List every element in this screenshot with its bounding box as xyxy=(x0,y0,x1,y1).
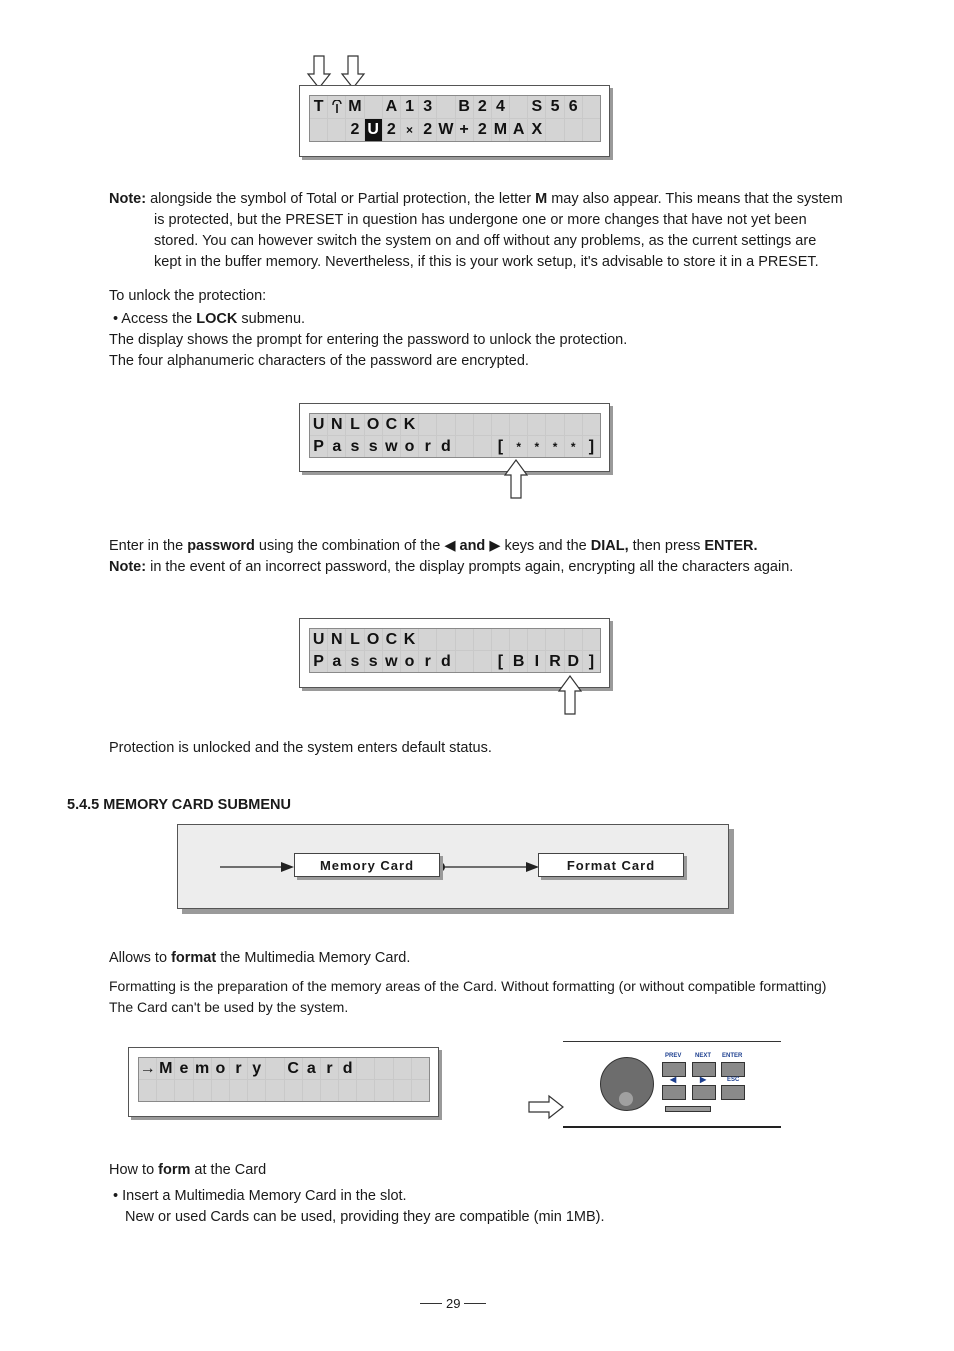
note-text: in the event of an incorrect password, the display prompts again, encrypting all the characters again. xyxy=(146,559,794,575)
section-title: 5.4.5 MEMORY CARD SUBMENU xyxy=(67,797,291,813)
lcd-cell: S xyxy=(528,96,545,118)
lcd-cell xyxy=(510,414,527,435)
lcd-cell: d xyxy=(437,651,454,672)
note-label: Note: xyxy=(109,191,147,207)
lcd-cell: d xyxy=(437,436,454,457)
lcd-cell xyxy=(412,1080,429,1101)
lcd-cell: 6 xyxy=(565,96,582,118)
enter-text: then press xyxy=(628,538,705,554)
enter-bold: DIAL, xyxy=(590,538,629,554)
lcd-cell xyxy=(394,1058,411,1079)
lcd-cell: r xyxy=(321,1058,338,1079)
dial-knob-indicator xyxy=(619,1092,633,1106)
lcd-cell: a xyxy=(328,436,345,457)
howto-text: at the Card xyxy=(190,1162,267,1178)
enter-key-label: ENTER xyxy=(722,1053,743,1059)
note-text: alongside the symbol of Total or Partial protection, the letter xyxy=(146,191,536,207)
lcd-cell: [ xyxy=(492,436,509,457)
right-triangle-icon: ▶ xyxy=(489,538,501,554)
card-slot[interactable] xyxy=(665,1106,711,1112)
bullet-bold: LOCK xyxy=(196,311,238,327)
lcd-cell xyxy=(565,119,582,141)
lcd-cell: [ xyxy=(492,651,509,672)
lcd-cell: r xyxy=(419,651,436,672)
lcd-grid xyxy=(309,628,601,673)
note-label: Note: xyxy=(109,559,147,575)
lcd-cell: o xyxy=(401,436,418,457)
lcd-cell xyxy=(357,1058,374,1079)
lcd-cell xyxy=(285,1080,302,1101)
lcd-cell: A xyxy=(510,119,527,141)
howto-text: How to xyxy=(109,1162,159,1178)
lcd-cell: N xyxy=(328,629,345,650)
lcd-cell xyxy=(546,629,563,650)
lcd-cell: → xyxy=(139,1058,156,1079)
lcd-cell: 1 xyxy=(401,96,418,118)
lcd-cell: X xyxy=(528,119,545,141)
note-line: kept in the buffer memory. Nevertheless, if this is your work setup, it's advisable to store it in a PRESET. xyxy=(154,254,819,270)
lcd-cell: m xyxy=(194,1058,211,1079)
lcd-cell: y xyxy=(248,1058,265,1079)
lcd-cell xyxy=(437,96,454,118)
lcd-cell xyxy=(157,1080,174,1101)
lcd-cell xyxy=(412,1058,429,1079)
menu-flow-diagram xyxy=(177,824,729,909)
note-text: may also appear. This means that the system xyxy=(547,191,843,207)
unlock-line: The display shows the prompt for entering the password to unlock the protection. xyxy=(109,332,628,348)
lcd-display-memory-card xyxy=(128,1047,439,1117)
lcd-cell: I xyxy=(528,651,545,672)
lcd-cell: s xyxy=(365,651,382,672)
lcd-cell: w xyxy=(383,651,400,672)
lcd-cell: M xyxy=(346,96,363,118)
esc-key[interactable] xyxy=(721,1085,745,1100)
note-paragraph xyxy=(109,189,899,273)
howto-line: New or used Cards can be used, providing they are compatible (min 1MB). xyxy=(125,1209,605,1225)
right-arrow-icon xyxy=(529,1096,565,1120)
lcd-cell: s xyxy=(346,436,363,457)
lcd-cell: M xyxy=(157,1058,174,1079)
note-line: stored. You can however switch the system on and off without any problems, as the current settings are xyxy=(154,233,817,249)
lcd-cell: s xyxy=(365,436,382,457)
note-m: M xyxy=(535,191,548,207)
lcd-cell xyxy=(583,96,600,118)
lcd-cell xyxy=(375,1058,392,1079)
lcd-cell xyxy=(437,414,454,435)
lcd-cell xyxy=(375,1080,392,1101)
page-number: 29 xyxy=(446,1296,461,1311)
note-line: is protected, but the PRESET in question has undergone one or more changes that have not yet been xyxy=(154,212,807,228)
lcd-cell: P xyxy=(310,436,327,457)
unlock-intro: To unlock the protection: xyxy=(109,288,267,304)
bullet-text: • Access the xyxy=(113,311,197,327)
lcd-cell xyxy=(583,119,600,141)
lcd-cell: + xyxy=(456,119,473,141)
lcd-cell: * xyxy=(528,436,545,457)
bullet-text: submenu. xyxy=(237,311,306,327)
lcd-cell: 2 xyxy=(474,119,491,141)
lcd-cell xyxy=(546,119,563,141)
allows-part: the Multimedia Memory Card. xyxy=(216,950,411,966)
enter-bold: ENTER. xyxy=(704,538,758,554)
lcd-cell xyxy=(357,1080,374,1101)
lcd-cell: O xyxy=(365,629,382,650)
unlock-line: The four alphanumeric characters of the password are encrypted. xyxy=(109,353,529,369)
enter-password-paragraph xyxy=(109,536,899,578)
lock-icon xyxy=(331,100,343,114)
enter-bold: and xyxy=(459,538,486,554)
lcd-cell: r xyxy=(230,1058,247,1079)
page-footer xyxy=(420,1296,486,1311)
lcd-cell xyxy=(474,436,491,457)
lcd-grid xyxy=(309,95,601,142)
lcd-cell xyxy=(437,629,454,650)
left-triangle-icon: ◀ xyxy=(444,538,456,554)
lcd-cell: U xyxy=(310,414,327,435)
lcd-cell xyxy=(565,414,582,435)
lcd-grid xyxy=(309,413,601,458)
lcd-cell xyxy=(474,651,491,672)
unlock-instructions xyxy=(109,286,899,372)
up-arrow-icon xyxy=(505,459,529,499)
lcd-cell: e xyxy=(175,1058,192,1079)
lcd-cell xyxy=(456,651,473,672)
formatting-line: Formatting is the preparation of the memory areas of the Card. Without formatting (or without compatible formatting) xyxy=(109,978,827,994)
lcd-cell: d xyxy=(339,1058,356,1079)
lcd-cell xyxy=(212,1080,229,1101)
lcd-cell: K xyxy=(401,414,418,435)
lcd-cell: B xyxy=(456,96,473,118)
lcd-cell xyxy=(510,96,527,118)
lcd-cell: a xyxy=(303,1058,320,1079)
lcd-cell: L xyxy=(346,414,363,435)
format-card-node[interactable]: Format Card xyxy=(538,853,684,877)
lcd-cell xyxy=(266,1080,283,1101)
left-key[interactable] xyxy=(662,1085,686,1100)
lcd-cell: R xyxy=(546,651,563,672)
lcd-cell xyxy=(321,1080,338,1101)
lcd-cell: C xyxy=(383,629,400,650)
allows-text xyxy=(109,948,410,969)
prev-key-label: PREV xyxy=(665,1053,682,1059)
lcd-cell xyxy=(230,1080,247,1101)
lcd-cell xyxy=(474,414,491,435)
lcd-cell: ] xyxy=(583,651,600,672)
lcd-cell: M xyxy=(492,119,509,141)
enter-text: Enter in the xyxy=(109,538,188,554)
lcd-cell xyxy=(492,414,509,435)
lcd-cell: o xyxy=(212,1058,229,1079)
lcd-cell xyxy=(528,629,545,650)
lcd-cell xyxy=(456,414,473,435)
lcd-cell: C xyxy=(383,414,400,435)
lcd-cell xyxy=(175,1080,192,1101)
next-key-label: NEXT xyxy=(695,1053,712,1059)
lcd-cell xyxy=(139,1080,156,1101)
howto-bullet: • Insert a Multimedia Memory Card in the slot. xyxy=(113,1188,407,1204)
lcd-cell xyxy=(474,629,491,650)
lcd-cell: * xyxy=(510,436,527,457)
lcd-cell xyxy=(528,414,545,435)
lcd-cell xyxy=(546,414,563,435)
lcd-cell xyxy=(328,119,345,141)
lcd-cell: 2 xyxy=(346,119,363,141)
lcd-cell: C xyxy=(285,1058,302,1079)
footer-rule xyxy=(464,1303,486,1304)
up-arrow-icon xyxy=(559,675,583,715)
lcd-cell xyxy=(365,96,382,118)
lcd-cell xyxy=(492,629,509,650)
lcd-cell: * xyxy=(546,436,563,457)
lcd-cell: w xyxy=(383,436,400,457)
front-panel xyxy=(563,1041,781,1128)
lcd-cell: r xyxy=(419,436,436,457)
lcd-cell: 2 xyxy=(419,119,436,141)
lcd-cell xyxy=(419,629,436,650)
lcd-cell: T xyxy=(310,96,327,118)
lcd-cell: s xyxy=(346,651,363,672)
lcd-cell: 4 xyxy=(492,96,509,118)
lcd-cell xyxy=(456,436,473,457)
right-triangle-icon: ▶ xyxy=(700,1075,707,1084)
enter-key[interactable] xyxy=(721,1062,745,1077)
lcd-cell xyxy=(565,629,582,650)
lcd-cell: L xyxy=(346,629,363,650)
dial-knob[interactable] xyxy=(600,1057,654,1111)
unlock-bullet xyxy=(109,309,899,330)
lcd-cell xyxy=(339,1080,356,1101)
right-key[interactable] xyxy=(692,1085,716,1100)
lcd-cell: ] xyxy=(583,436,600,457)
lcd-cell xyxy=(510,629,527,650)
lcd-cell xyxy=(194,1080,211,1101)
formatting-paragraph xyxy=(109,976,909,1018)
footer-rule xyxy=(420,1303,442,1304)
lcd-cell: U xyxy=(365,119,382,141)
left-triangle-icon: ◀ xyxy=(670,1075,677,1084)
howto-bold: form xyxy=(158,1162,191,1178)
lcd-cell: W xyxy=(437,119,454,141)
formatting-line: The Card can't be used by the system. xyxy=(109,999,349,1015)
unlocked-status-text: Protection is unlocked and the system enters default status. xyxy=(109,740,492,756)
lcd-cell: 5 xyxy=(546,96,563,118)
allows-part: Allows to xyxy=(109,950,172,966)
lcd-cell: U xyxy=(310,629,327,650)
lcd-cell: 2 xyxy=(383,119,400,141)
lcd-cell: D xyxy=(565,651,582,672)
lcd-cell xyxy=(310,119,327,141)
lcd-cell xyxy=(266,1058,283,1079)
lcd-cell: × xyxy=(401,119,418,141)
lcd-cell xyxy=(303,1080,320,1101)
lcd-cell: N xyxy=(328,414,345,435)
lcd-cell xyxy=(583,414,600,435)
enter-bold: password xyxy=(187,538,255,554)
lcd-cell: B xyxy=(510,651,527,672)
lcd-display-status xyxy=(299,85,610,157)
lcd-cell: P xyxy=(310,651,327,672)
lcd-cell xyxy=(419,414,436,435)
lcd-cell: 3 xyxy=(419,96,436,118)
lcd-cell: K xyxy=(401,629,418,650)
lcd-cell xyxy=(394,1080,411,1101)
lcd-cell xyxy=(248,1080,265,1101)
enter-text: using the combination of the xyxy=(254,538,445,554)
memory-card-node[interactable]: Memory Card xyxy=(294,853,440,877)
lcd-cell: A xyxy=(383,96,400,118)
allows-bold: format xyxy=(171,950,217,966)
lcd-cell: * xyxy=(565,436,582,457)
lcd-cell xyxy=(583,629,600,650)
lcd-cell: o xyxy=(401,651,418,672)
lcd-cell: 2 xyxy=(474,96,491,118)
lcd-cell: O xyxy=(365,414,382,435)
lcd-cell xyxy=(328,96,345,118)
lcd-grid xyxy=(138,1057,430,1102)
enter-text: keys and the xyxy=(500,538,591,554)
lcd-display-unlock-encrypted xyxy=(299,403,610,472)
lcd-cell: a xyxy=(328,651,345,672)
esc-key-label: ESC xyxy=(727,1077,740,1083)
howto-paragraph xyxy=(109,1160,899,1228)
lcd-cell xyxy=(456,629,473,650)
